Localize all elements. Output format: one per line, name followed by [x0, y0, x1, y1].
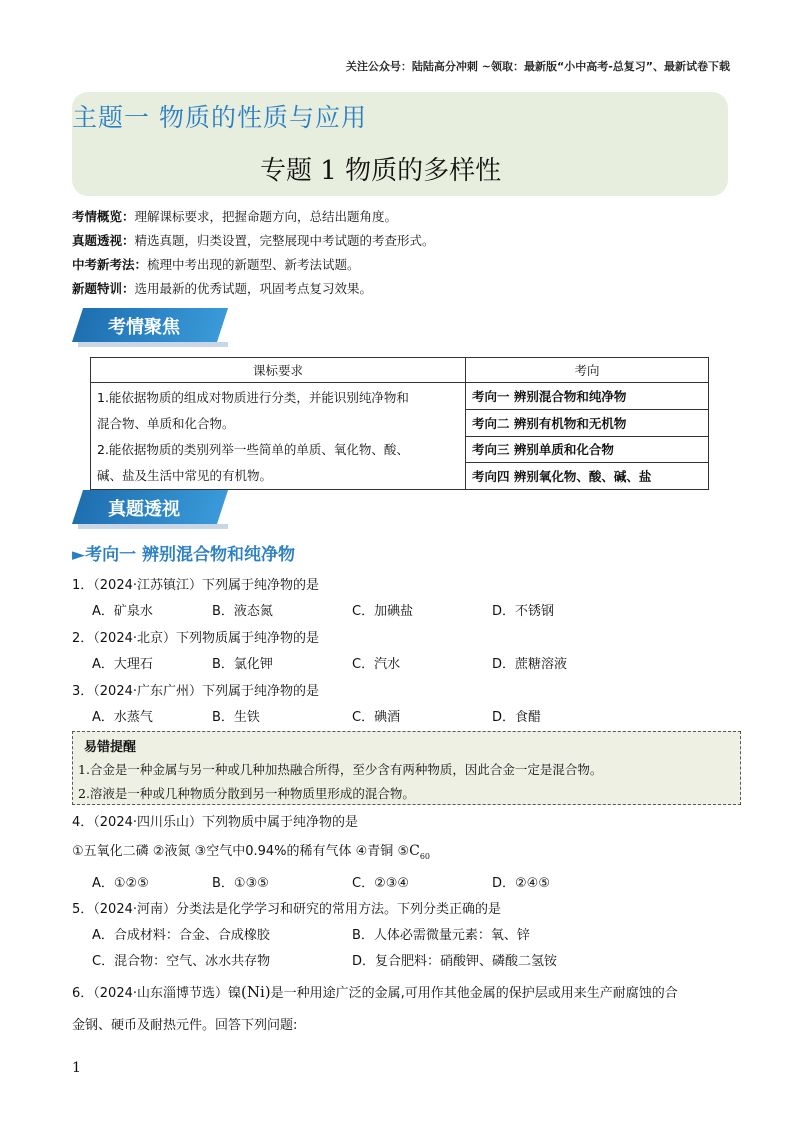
intro-line: 真题透视：精选真题，归类设置，完整展现中考试题的考查形式。 [72, 233, 435, 248]
option: B．氯化钾 [212, 657, 273, 672]
section-heading: ►考向一 辨别混合物和纯净物 [72, 545, 295, 565]
page-number: 1 [72, 1060, 81, 1076]
option: A．合成材料：合金、合成橡胶 [92, 928, 270, 943]
question-items: ①五氧化二磷 ②液氮 ③空气中0.94%的稀有气体 ④青铜 $⑤C_{60}$ [72, 843, 431, 861]
requirements-cell: 1.能依据物质的组成对物质进行分类，并能识别纯净物和 混合物、单质和化合物。 2.能依据物质的类别列举一些简单的单质、氧化物、酸、 碱、盐及生活中常见的有机物。 [91, 383, 466, 490]
intro-line: 中考新考法：梳理中考出现的新题型、新考法试题。 [72, 257, 360, 272]
section-ribbon [72, 308, 227, 350]
direction-cell: 考向二 辨别有机物和无机物 [466, 409, 709, 436]
option: B．①③⑤ [212, 876, 269, 891]
question-stem: 3．（2024·广东广州）下列属于纯净物的是 [72, 684, 319, 699]
direction-cell: 考向四 辨别氧化物、酸、碱、盐 [466, 463, 709, 490]
question-stem: 2．（2024·北京）下列物质属于纯净物的是 [72, 631, 319, 646]
option: B．液态氮 [212, 604, 273, 619]
question-line: 金钢、硬币及耐热元件。回答下列问题: [72, 1018, 298, 1033]
c60-formula: $C_{60}$ [409, 843, 431, 861]
option: D．②④⑤ [492, 876, 550, 891]
option: A．大理石 [92, 657, 153, 672]
option: C．汽水 [352, 657, 401, 672]
option: B．生铁 [212, 710, 260, 725]
option: A．矿泉水 [92, 604, 153, 619]
option: B．人体必需微量元素：氧、锌 [352, 928, 530, 943]
option: D．蔗糖溶液 [492, 657, 568, 672]
main-title: 主题一 物质的性质与应用 [72, 103, 367, 132]
sub-title: 专题 1 物质的多样性 [260, 156, 502, 186]
ribbon-label: 真题透视 [108, 499, 180, 520]
question-stem: 5．（2024·河南）分类法是化学学习和研究的常用方法。下列分类正确的是 [72, 902, 501, 917]
standards-table [90, 357, 709, 490]
tip-line: 1.合金是一种金属与另一种或几种加热融合所得，至少含有两种物质，因此合金一定是混合物。 [78, 762, 603, 777]
option: C．混合物：空气、冰水共存物 [92, 954, 271, 969]
intro-line: 新题特训：选用最新的优秀试题，巩固考点复习效果。 [72, 281, 373, 296]
intro-line: 考情概览：理解课标要求，把握命题方向，总结出题角度。 [72, 209, 398, 224]
option: D．不锈钢 [492, 604, 555, 619]
question-stem: 1．（2024·江苏镇江）下列属于纯净物的是 [72, 578, 319, 593]
direction-cell: 考向一 辨别混合物和纯净物 [466, 383, 709, 410]
option: A．①②⑤ [92, 876, 149, 891]
option: C．碘酒 [352, 710, 401, 725]
tip-title: 易错提醒 [84, 740, 137, 755]
question-stem: 4．（2024·四川乐山）下列物质中属于纯净物的是 [72, 815, 358, 830]
direction-cell: 考向三 辨别单质和化合物 [466, 436, 709, 463]
section-ribbon [72, 490, 227, 532]
option: C．加碘盐 [352, 604, 414, 619]
table-header: 课标要求 [91, 358, 466, 383]
table-header: 考向 [466, 358, 709, 383]
header-note: 关注公众号：陆陆高分冲刺 ~领取：最新版“小中高考-总复习”、最新试卷下载 [345, 60, 730, 73]
ni-symbol: (Ni) [241, 983, 271, 1001]
tip-line: 2.溶液是一种或几种物质分散到另一种物质里形成的混合物。 [78, 786, 415, 801]
question-stem: 6．（2024·山东淄博节选）镍(Ni)是一种用途广泛的金属,可用作其他金属的保护层或用来生产耐腐蚀的合 [72, 983, 678, 1001]
ribbon-label: 考情聚焦 [108, 317, 180, 338]
option: D．食醋 [492, 710, 542, 725]
option: C．②③④ [352, 876, 410, 891]
option: D．复合肥料：硝酸钾、磷酸二氢铵 [352, 954, 558, 969]
option: A．水蒸气 [92, 710, 153, 725]
